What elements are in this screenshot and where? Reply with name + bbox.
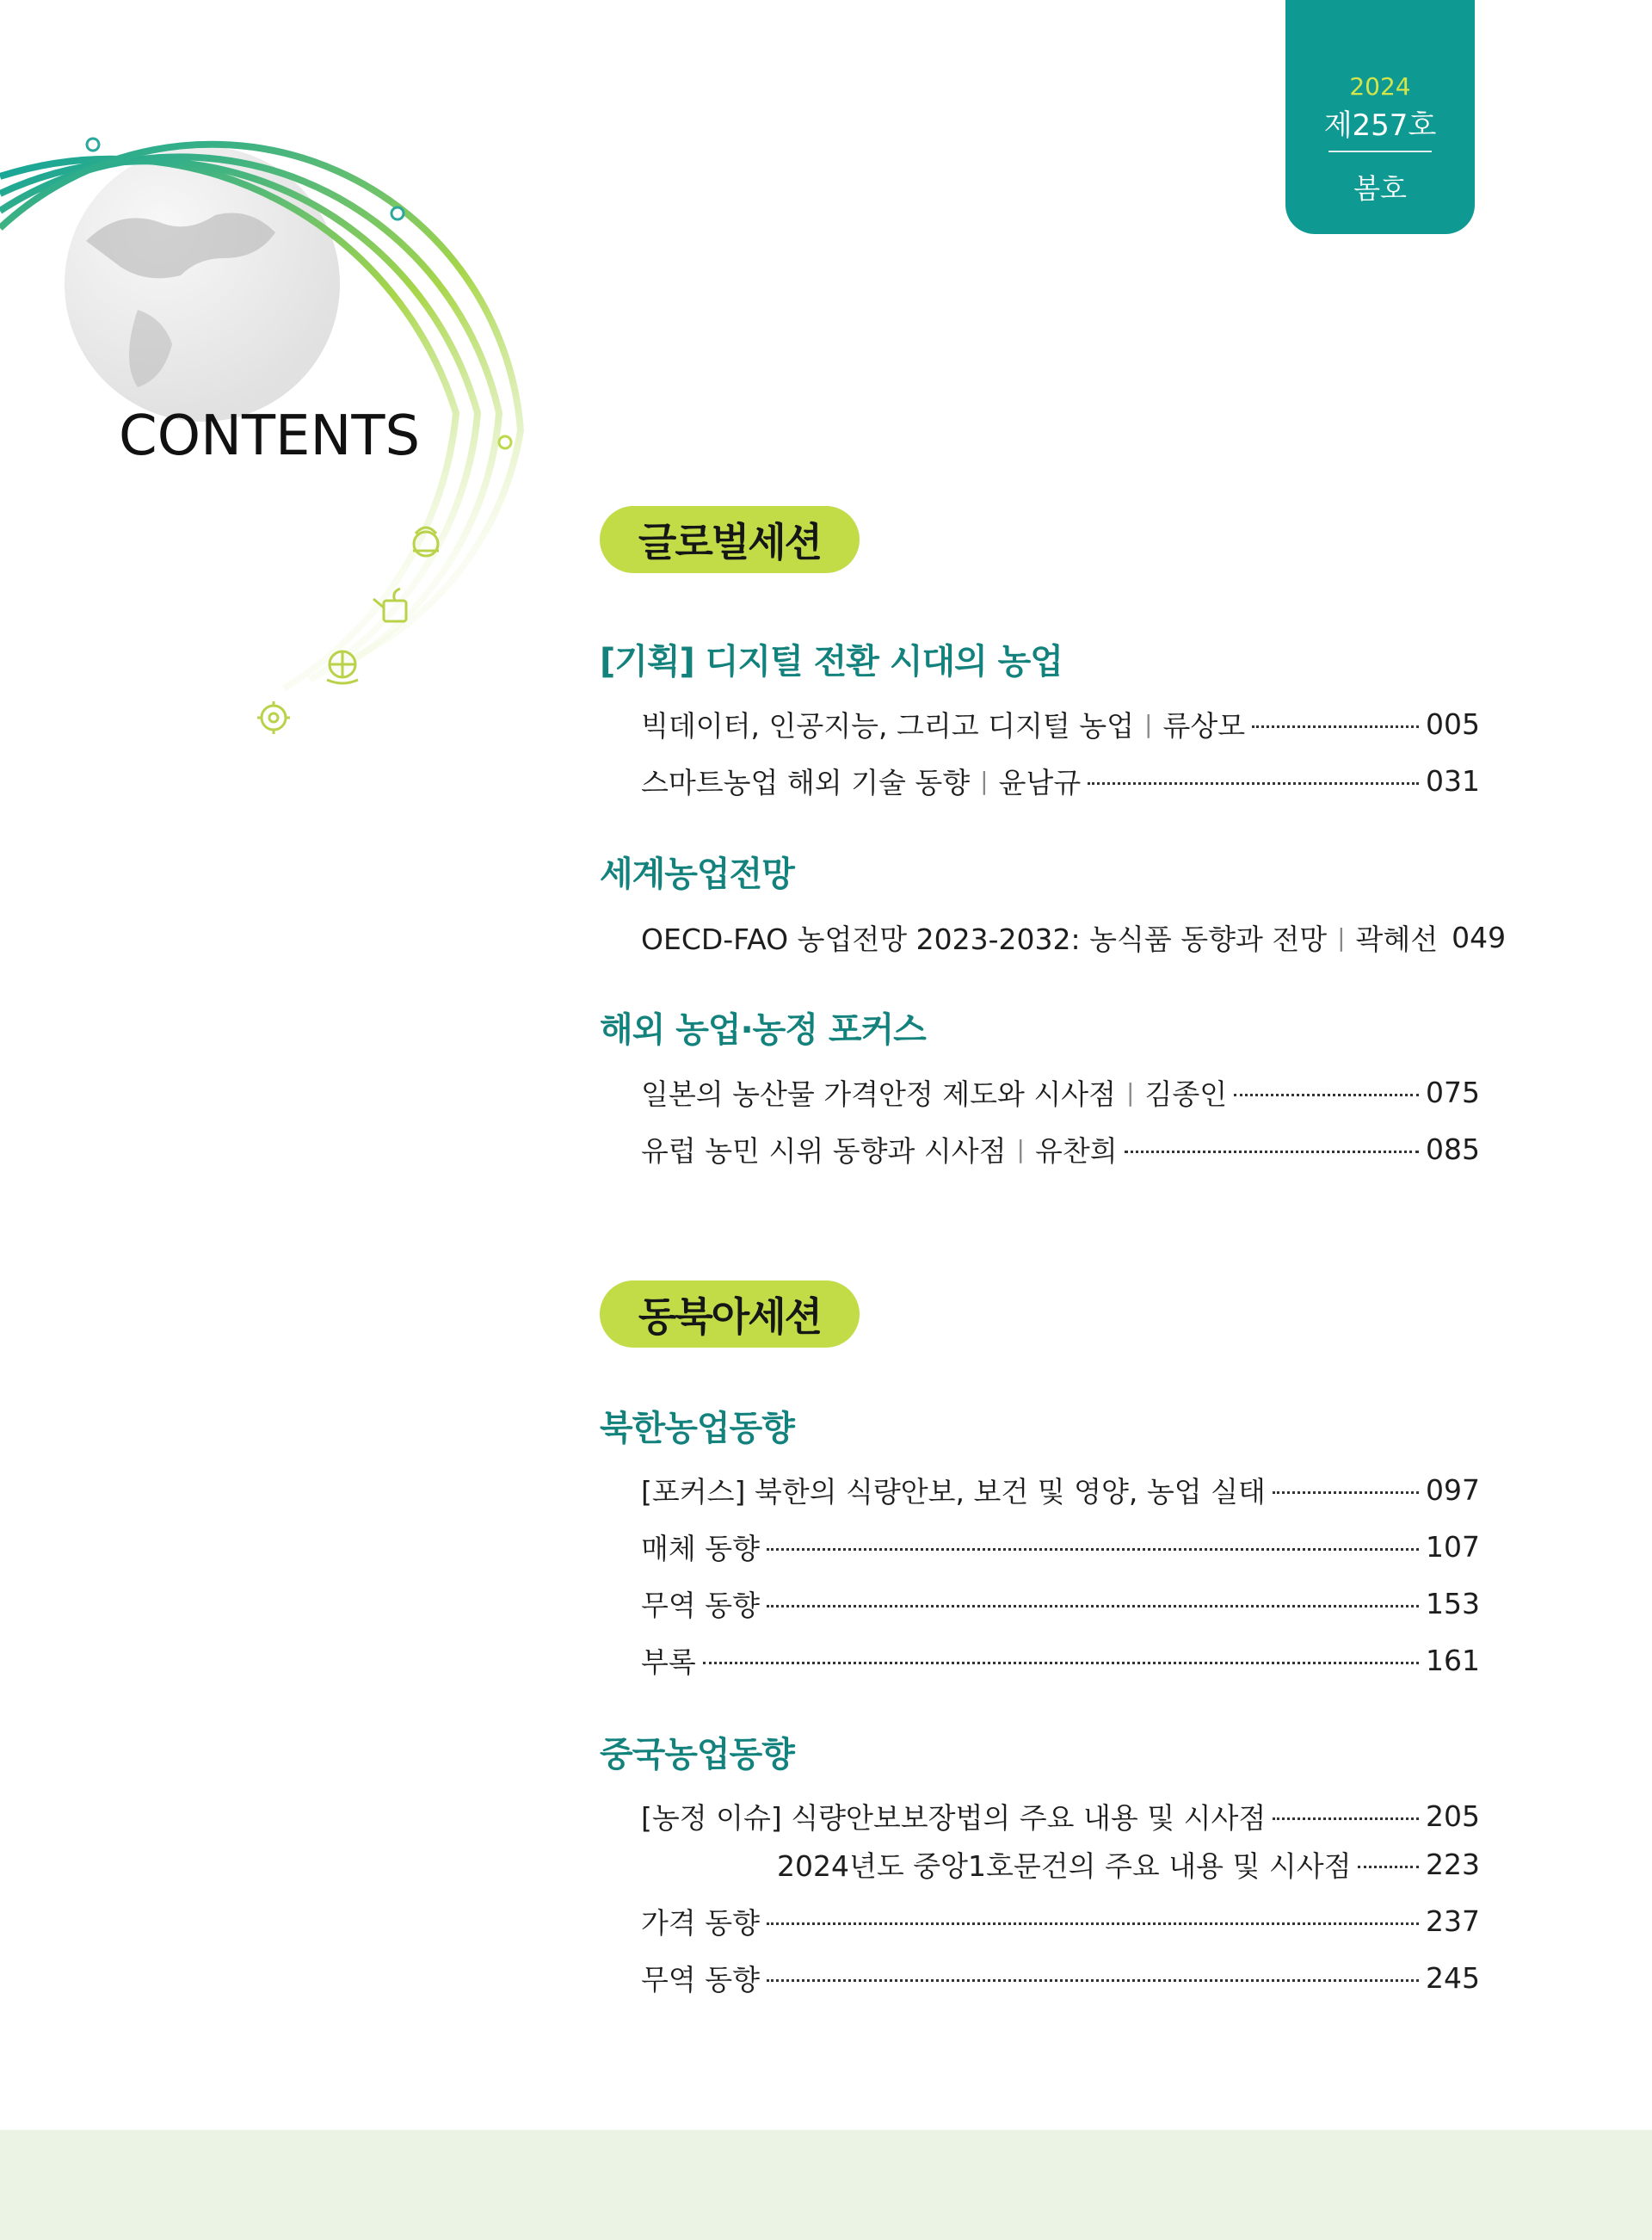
dot-leader	[767, 1979, 1419, 1982]
toc-item-page: 075	[1426, 1075, 1480, 1109]
toc-item-title: 무역 동향	[641, 1588, 761, 1622]
issue-number: 제257호	[1323, 108, 1437, 143]
toc-item-title: 매체 동향	[641, 1531, 761, 1565]
toc-item-page: 031	[1426, 763, 1480, 798]
dot-leader	[1358, 1866, 1419, 1868]
group-heading: 북한농업동향	[600, 1409, 794, 1448]
toc-item-title: 부록	[641, 1645, 696, 1679]
dot-leader	[767, 1605, 1419, 1607]
toc-item-title: 유럽 농민 시위 동향과 시사점	[641, 1133, 1007, 1168]
toc-item-author: 곽혜선	[1355, 922, 1439, 956]
author-separator: |	[1126, 1077, 1135, 1107]
group-heading: 세계농업전망	[600, 855, 794, 894]
toc-item-title: 가격 동향	[641, 1905, 761, 1940]
dot-leader	[1125, 1151, 1419, 1153]
group-heading: 해외 농업·농정 포커스	[600, 1010, 926, 1050]
toc-item[interactable]	[641, 1583, 1480, 1624]
toc-item-author: 유찬희	[1034, 1133, 1118, 1168]
dot-leader	[767, 1922, 1419, 1925]
issue-season: 봄호	[1353, 172, 1407, 205]
dot-leader	[703, 1662, 1419, 1664]
globe-arc-decoration	[0, 0, 568, 757]
page-title: CONTENTS	[119, 404, 421, 468]
toc-item-title: 스마트농업 해외 기술 동향	[641, 765, 971, 799]
toc-item-page: 049	[1452, 920, 1507, 954]
author-separator: |	[1337, 923, 1346, 952]
toc-item-page: 085	[1426, 1132, 1480, 1166]
author-separator: |	[980, 766, 989, 795]
section-title-northeast-asia: 동북아세션	[600, 1280, 860, 1348]
toc-item-page: 097	[1426, 1472, 1480, 1507]
issue-divider	[1328, 151, 1432, 152]
toc-item-title: 일본의 농산물 가격안정 제도와 시사점	[641, 1077, 1117, 1111]
toc-item-page: 107	[1426, 1529, 1480, 1564]
toc-item-page: 161	[1426, 1643, 1480, 1677]
group-heading: 중국농업동향	[600, 1735, 794, 1774]
toc-item[interactable]	[641, 1639, 1480, 1681]
toc-item-title: [농정 이슈] 식량안보보장법의 주요 내용 및 시사점	[641, 1800, 1267, 1835]
dot-leader	[1252, 725, 1419, 728]
toc-item[interactable]	[641, 1469, 1480, 1510]
footer-band	[0, 2130, 1652, 2240]
toc-item-title: OECD-FAO 농업전망 2023-2032: 농식품 동향과 전망	[641, 922, 1328, 956]
toc-item-author: 윤남규	[998, 765, 1082, 799]
toc-item-title: 빅데이터, 인공지능, 그리고 디지털 농업	[641, 708, 1134, 743]
toc-item[interactable]	[641, 1526, 1480, 1567]
toc-item-page: 205	[1426, 1799, 1480, 1833]
toc-item[interactable]	[641, 703, 1480, 744]
toc-item-title: 2024년도 중앙1호문건의 주요 내용 및 시사점	[777, 1848, 1352, 1883]
toc-item-title: [포커스] 북한의 식량안보, 보건 및 영양, 농업 실태	[641, 1474, 1266, 1509]
dot-leader	[767, 1548, 1419, 1551]
toc-item-author: 김종인	[1144, 1077, 1228, 1111]
author-separator: |	[1144, 709, 1153, 738]
dot-leader	[1234, 1094, 1419, 1096]
toc-item-page: 223	[1426, 1847, 1480, 1881]
section-title-global: 글로벌세션	[600, 506, 860, 573]
dot-leader	[1088, 782, 1419, 785]
toc-item-author: 류상모	[1162, 708, 1246, 743]
toc-item-title: 무역 동향	[641, 1962, 761, 1996]
toc-item-page: 237	[1426, 1904, 1480, 1938]
toc-item-page: 005	[1426, 707, 1480, 741]
toc-item-page: 153	[1426, 1586, 1480, 1620]
gear-leaf-icon	[257, 701, 290, 734]
toc-item[interactable]	[641, 1900, 1480, 1941]
toc-item[interactable]	[641, 1795, 1480, 1836]
author-separator: |	[1016, 1134, 1025, 1163]
toc-item[interactable]	[641, 1128, 1480, 1169]
issue-tab	[1285, 0, 1475, 234]
group-heading: [기획] 디지털 전환 시대의 농업	[600, 642, 1063, 682]
toc-item[interactable]	[641, 916, 1507, 958]
toc-item[interactable]	[641, 760, 1480, 801]
toc-item[interactable]	[641, 1957, 1480, 1998]
toc-item[interactable]	[777, 1843, 1480, 1885]
dot-leader	[1273, 1491, 1419, 1494]
issue-year: 2024	[1349, 72, 1411, 101]
toc-item[interactable]	[641, 1071, 1480, 1113]
dot-leader	[1273, 1817, 1419, 1820]
globe	[65, 146, 340, 422]
toc-item-page: 245	[1426, 1960, 1480, 1995]
